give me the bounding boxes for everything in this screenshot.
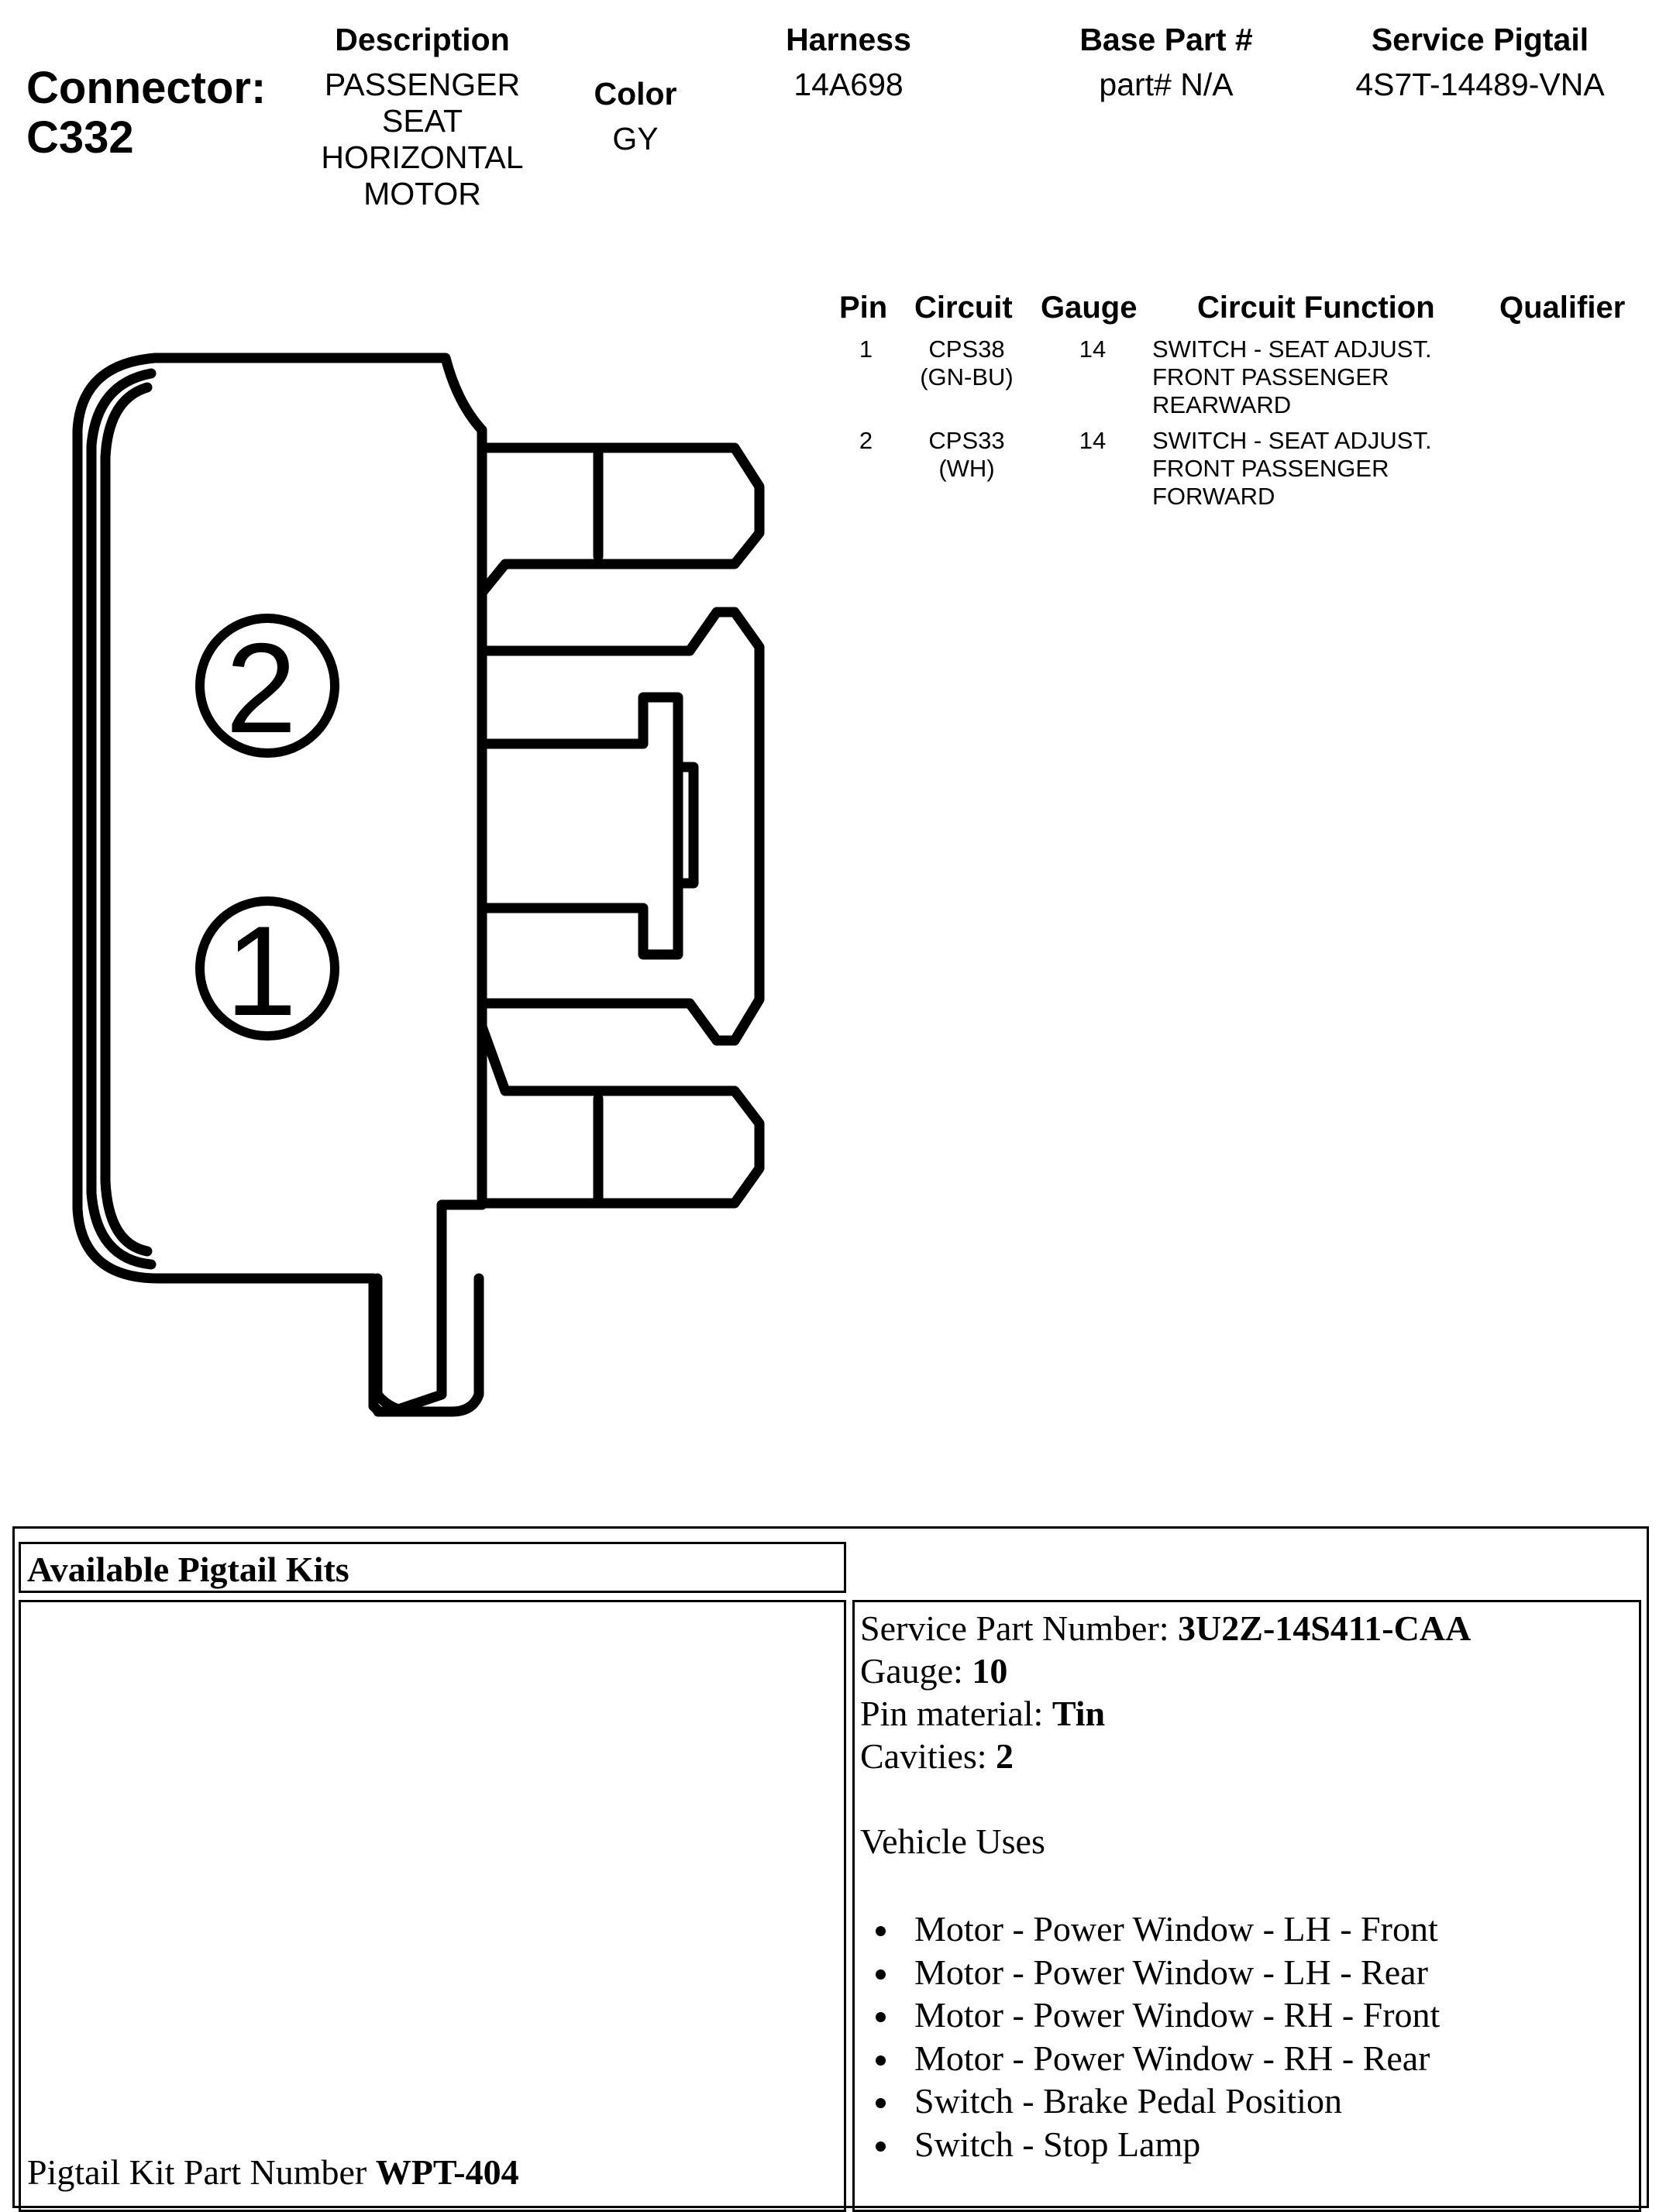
gauge-label: Gauge:	[860, 1651, 972, 1691]
vehicle-uses-label: Vehicle Uses	[860, 1822, 1045, 1861]
harness-value: 14A698	[793, 67, 904, 102]
vehicle-use: Motor - Power Window - RH - Rear	[914, 2038, 1430, 2078]
pin-number: 2	[859, 427, 873, 454]
circuit-cell	[899, 427, 1034, 483]
pin-cavities	[200, 617, 335, 1042]
cavities	[860, 1735, 1471, 1777]
pigtail-kit-part-number	[27, 2151, 519, 2193]
vehicle-use: Switch - Stop Lamp	[914, 2124, 1201, 2164]
function-line: SWITCH - SEAT ADJUST.	[1152, 335, 1432, 363]
list-item	[914, 1908, 1471, 1951]
base-part-value: part# N/A	[1099, 67, 1234, 102]
function-line: FRONT PASSENGER	[1152, 363, 1389, 390]
pin-header: Pin	[839, 291, 888, 325]
bullet-icon	[876, 1969, 886, 1980]
service-pigtail-label: Service Pigtail	[1371, 22, 1589, 57]
color-value: GY	[612, 121, 659, 157]
bottom-tab	[377, 1278, 479, 1412]
vehicle-use: Motor - Power Window - RH - Front	[914, 1995, 1441, 2035]
gauge-header: Gauge	[1041, 291, 1138, 325]
circuit-color: (GN-BU)	[920, 363, 1014, 390]
list-item	[914, 2123, 1471, 2166]
circuit-id: CPS38	[928, 335, 1005, 363]
cavities-label: Cavities:	[860, 1736, 997, 1776]
center-lock	[482, 612, 759, 1041]
circuit-id: CPS33	[928, 427, 1005, 454]
pigtail-title: Available Pigtail Kits	[27, 1550, 349, 1589]
pin-number: 1	[859, 335, 873, 363]
bullet-icon	[876, 2055, 886, 2066]
service-part-label: Service Part Number:	[860, 1608, 1179, 1648]
qualifier-header: Qualifier	[1499, 291, 1626, 325]
cavity-2-label: 2	[225, 617, 297, 759]
description-label: Description	[335, 22, 510, 57]
bullet-icon	[876, 2098, 886, 2108]
description-line: PASSENGER	[324, 67, 521, 102]
description-line: SEAT	[381, 103, 463, 139]
function-line: FORWARD	[1152, 483, 1275, 510]
pin-material	[860, 1692, 1471, 1735]
connector-face-diagram	[0, 0, 852, 1457]
pigtail-details-box	[852, 1600, 1641, 2212]
list-item	[914, 1951, 1471, 1994]
function-line: SWITCH - SEAT ADJUST.	[1152, 427, 1432, 454]
cavity-1-label: 1	[225, 900, 297, 1042]
vehicle-uses-list	[860, 1908, 1471, 2166]
circuit-color: (WH)	[938, 455, 995, 482]
kit-number: WPT-404	[375, 2152, 519, 2192]
bullet-icon	[876, 2012, 886, 2022]
pin-material-label: Pin material:	[860, 1694, 1052, 1733]
description-line: MOTOR	[363, 176, 481, 212]
connector-id: C332	[26, 112, 134, 163]
function-line: REARWARD	[1152, 391, 1292, 418]
function-line: FRONT PASSENGER	[1152, 455, 1389, 482]
pigtail-kit-box	[19, 1600, 846, 2212]
pigtail-title-box	[19, 1542, 846, 1593]
vehicle-use: Motor - Power Window - LH - Rear	[914, 1952, 1428, 1992]
upper-latch	[482, 448, 759, 593]
circuit-function-header: Circuit Function	[1197, 291, 1435, 325]
bullet-icon	[876, 2141, 886, 2152]
service-pigtail-value: 4S7T-14489-VNA	[1355, 67, 1605, 102]
bullet-icon	[876, 1926, 886, 1936]
pin-material-value: Tin	[1052, 1694, 1106, 1733]
circuit-function-cell	[1152, 427, 1432, 511]
lower-latch	[482, 1027, 759, 1203]
gauge-value: 10	[972, 1651, 1008, 1691]
color-label: Color	[594, 76, 677, 112]
harness-label: Harness	[786, 22, 911, 57]
circuit-function-cell	[1152, 335, 1432, 419]
service-part-value: 3U2Z-14S411-CAA	[1178, 1608, 1472, 1648]
circuit-cell	[899, 335, 1034, 391]
list-item	[914, 2080, 1471, 2123]
description-line: HORIZONTAL	[321, 139, 524, 175]
list-item	[914, 2037, 1471, 2080]
pigtail-details	[860, 1607, 1471, 2166]
gauge-cell: 14	[1079, 335, 1107, 363]
circuit-header: Circuit	[914, 291, 1013, 325]
kit-label: Pigtail Kit Part Number	[27, 2152, 376, 2192]
list-item	[914, 1994, 1471, 2037]
gauge-cell: 14	[1079, 427, 1107, 454]
base-part-label: Base Part #	[1079, 22, 1253, 57]
vehicle-use: Switch - Brake Pedal Position	[914, 2081, 1342, 2121]
gauge	[860, 1650, 1471, 1692]
connector-label: Connector:	[26, 63, 267, 113]
service-part-number	[860, 1607, 1471, 1650]
vehicle-use: Motor - Power Window - LH - Front	[914, 1909, 1438, 1949]
cavities-value: 2	[996, 1736, 1014, 1776]
